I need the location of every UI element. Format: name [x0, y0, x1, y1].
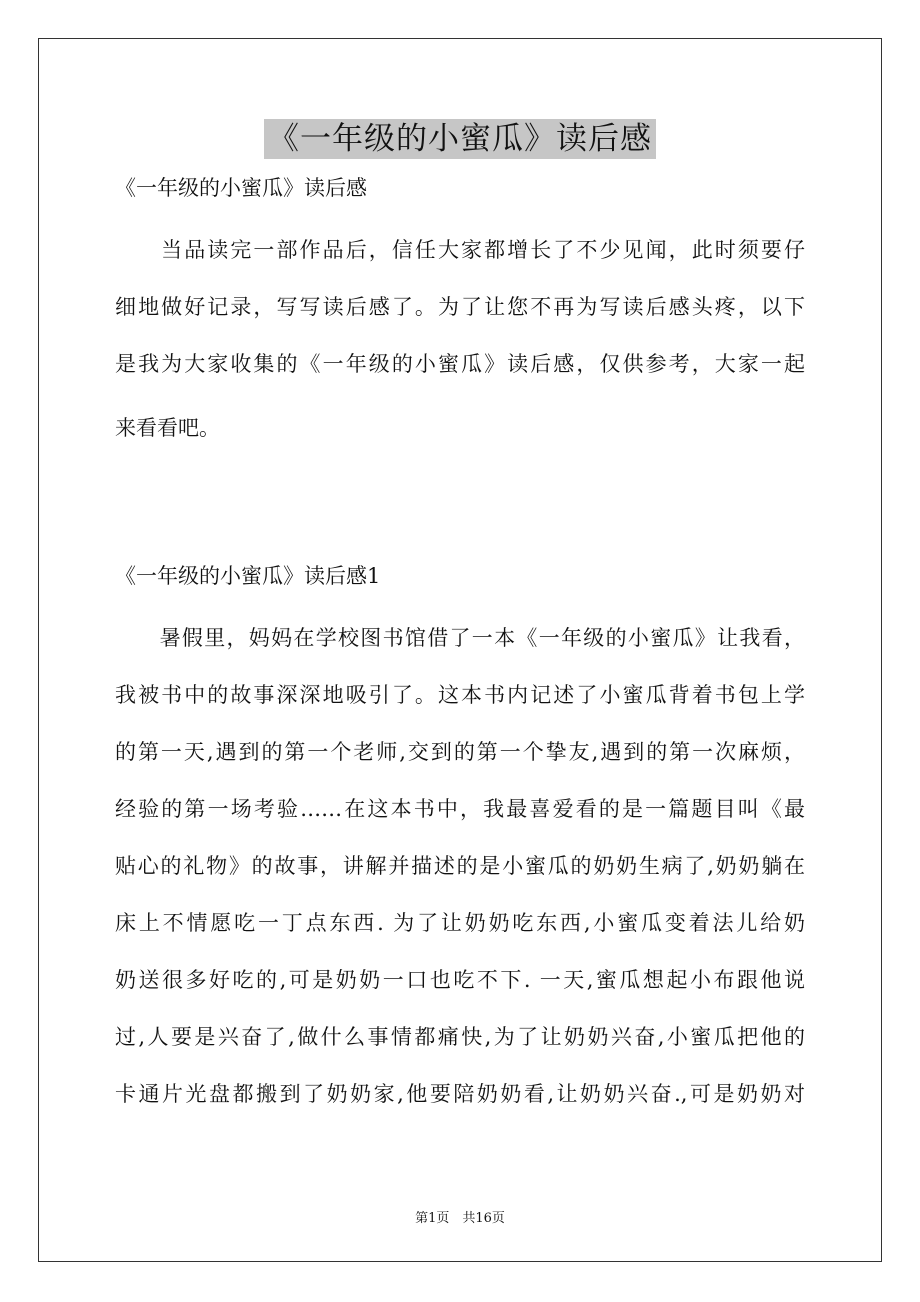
section1-heading: 《一年级的小蜜瓜》读后感1	[115, 564, 381, 588]
document-title: 《一年级的小蜜瓜》读后感	[264, 119, 656, 159]
intro-line: 是我为大家收集的《一年级的小蜜瓜》读后感，仅供参考，大家一起	[115, 352, 805, 376]
intro-heading: 《一年级的小蜜瓜》读后感	[115, 176, 367, 200]
document-title-wrap	[0, 113, 920, 158]
section1-line: 的第一天,遇到的第一个老师,交到的第一个挚友,遇到的第一次麻烦，	[115, 740, 805, 764]
intro-line: 细地做好记录，写写读后感了。为了让您不再为写读后感头疼，以下	[115, 295, 805, 319]
intro-line: 来看看吧。	[115, 416, 220, 440]
section1-line: 奶送很多好吃的,可是奶奶一口也吃不下. 一天,蜜瓜想起小布跟他说	[115, 968, 805, 992]
section1-line: 过,人要是兴奋了,做什么事情都痛快,为了让奶奶兴奋,小蜜瓜把他的	[115, 1025, 805, 1049]
page-number-footer: 第1页 共16页	[415, 1211, 505, 1226]
section1-line: 我被书中的故事深深地吸引了。这本书内记述了小蜜瓜背着书包上学	[115, 683, 805, 707]
intro-line: 当品读完一部作品后，信任大家都增长了不少见闻，此时须要仔	[115, 238, 805, 262]
section1-line: 贴心的礼物》的故事，讲解并描述的是小蜜瓜的奶奶生病了,奶奶躺在	[115, 854, 805, 878]
section1-line: 卡通片光盘都搬到了奶奶家,他要陪奶奶看,让奶奶兴奋.,可是奶奶对	[115, 1082, 805, 1106]
section1-line: 经验的第一场考验……在这本书中，我最喜爱看的是一篇题目叫《最	[115, 797, 805, 821]
section1-line: 床上不情愿吃一丁点东西. 为了让奶奶吃东西,小蜜瓜变着法儿给奶	[115, 911, 805, 935]
section1-line: 暑假里，妈妈在学校图书馆借了一本《一年级的小蜜瓜》让我看，	[115, 626, 805, 650]
